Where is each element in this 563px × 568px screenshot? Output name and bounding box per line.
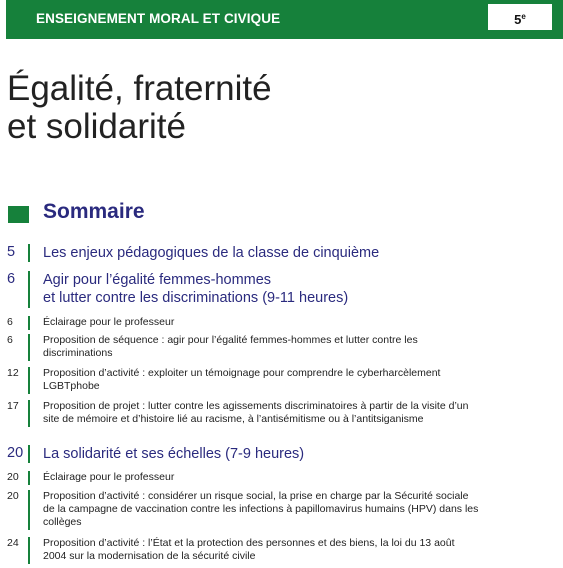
toc-entry-line: 2004 sur la modernisation de la sécurité civile (43, 550, 256, 562)
entry-accent-bar (28, 316, 30, 330)
grade-level-number: 5 (514, 12, 522, 27)
toc-entry-line: et lutter contre les discriminations (9-11 heures) (43, 290, 349, 306)
toc-entry-title (43, 316, 513, 329)
toc-page-number: 12 (7, 367, 19, 379)
toc-entry-title (43, 334, 513, 360)
toc-entry-title (43, 367, 513, 393)
toc-entry-title (43, 471, 513, 484)
toc-entry-line: Éclairage pour le professeur (43, 316, 175, 328)
toc-entry-line: site de mémoire et d’histoire lié au racisme, à l’antisémitisme ou à l’antitsiganisme (43, 413, 424, 425)
toc-entry-line: Proposition d’activité : exploiter un témoignage pour comprendre le cyberharcèlement (43, 367, 441, 379)
page-title-line-1: Égalité, fraternité (7, 69, 272, 108)
toc-entry-line: Proposition de projet : lutter contre les agissements discriminatoires à partir de la visite d’un (43, 400, 469, 412)
toc-entry-title (43, 490, 513, 529)
toc-page-number: 6 (7, 316, 13, 328)
toc-entry-line: La solidarité et ses échelles (7-9 heures) (43, 446, 305, 462)
page-title-line-2: et solidarité (7, 107, 186, 146)
entry-accent-bar (28, 367, 30, 394)
entry-accent-bar (28, 334, 30, 361)
toc-entry-line: collèges (43, 516, 82, 528)
toc-page-number: 5 (7, 244, 16, 260)
toc-entry-line: Éclairage pour le professeur (43, 471, 175, 483)
toc-entry-line: Proposition d’activité : considérer un risque social, la prise en charge par la Sécurité sociale (43, 490, 469, 502)
entry-accent-bar (28, 400, 30, 427)
toc-entry-title (43, 445, 523, 463)
summary-title: Sommaire (43, 200, 145, 223)
subject-label: ENSEIGNEMENT MORAL ET CIVIQUE (36, 11, 281, 26)
toc-entry-title (43, 537, 513, 563)
toc-entry-line: Les enjeux pédagogiques de la classe de cinquième (43, 245, 380, 261)
entry-accent-bar (28, 244, 30, 262)
toc-entry-line: Agir pour l’égalité femmes-hommes (43, 272, 272, 288)
toc-page-number: 6 (7, 271, 16, 287)
toc-page-number: 24 (7, 537, 19, 549)
toc-entry-line: Proposition d’activité : l’État et la protection des personnes et des biens, la loi du 13 août (43, 537, 455, 549)
entry-accent-bar (28, 490, 30, 530)
entry-accent-bar (28, 271, 30, 308)
green-square-icon (8, 206, 29, 223)
toc-page-number: 20 (7, 445, 24, 461)
toc-page-number: 6 (7, 334, 13, 346)
toc-entry-title (43, 400, 513, 426)
toc-entry-line: discriminations (43, 347, 113, 359)
header-bar (6, 0, 563, 39)
toc-page-number: 20 (7, 471, 19, 483)
toc-entry-title (43, 244, 523, 262)
page-title (7, 70, 272, 146)
toc-page-number: 20 (7, 490, 19, 502)
entry-accent-bar (28, 537, 30, 564)
toc-entry-line: de la campagne de vaccination contre les infections à papillomavirus humains (HPV) dans les (43, 503, 479, 515)
toc-entry-title (43, 271, 523, 307)
toc-page-number: 17 (7, 400, 19, 412)
entry-accent-bar (28, 445, 30, 463)
toc-entry-line: Proposition de séquence : agir pour l’égalité femmes-hommes et lutter contre les (43, 334, 418, 346)
toc-entry-line: LGBTphobe (43, 380, 100, 392)
grade-level-suffix: e (521, 12, 526, 21)
grade-level-badge (488, 4, 552, 30)
entry-accent-bar (28, 471, 30, 485)
